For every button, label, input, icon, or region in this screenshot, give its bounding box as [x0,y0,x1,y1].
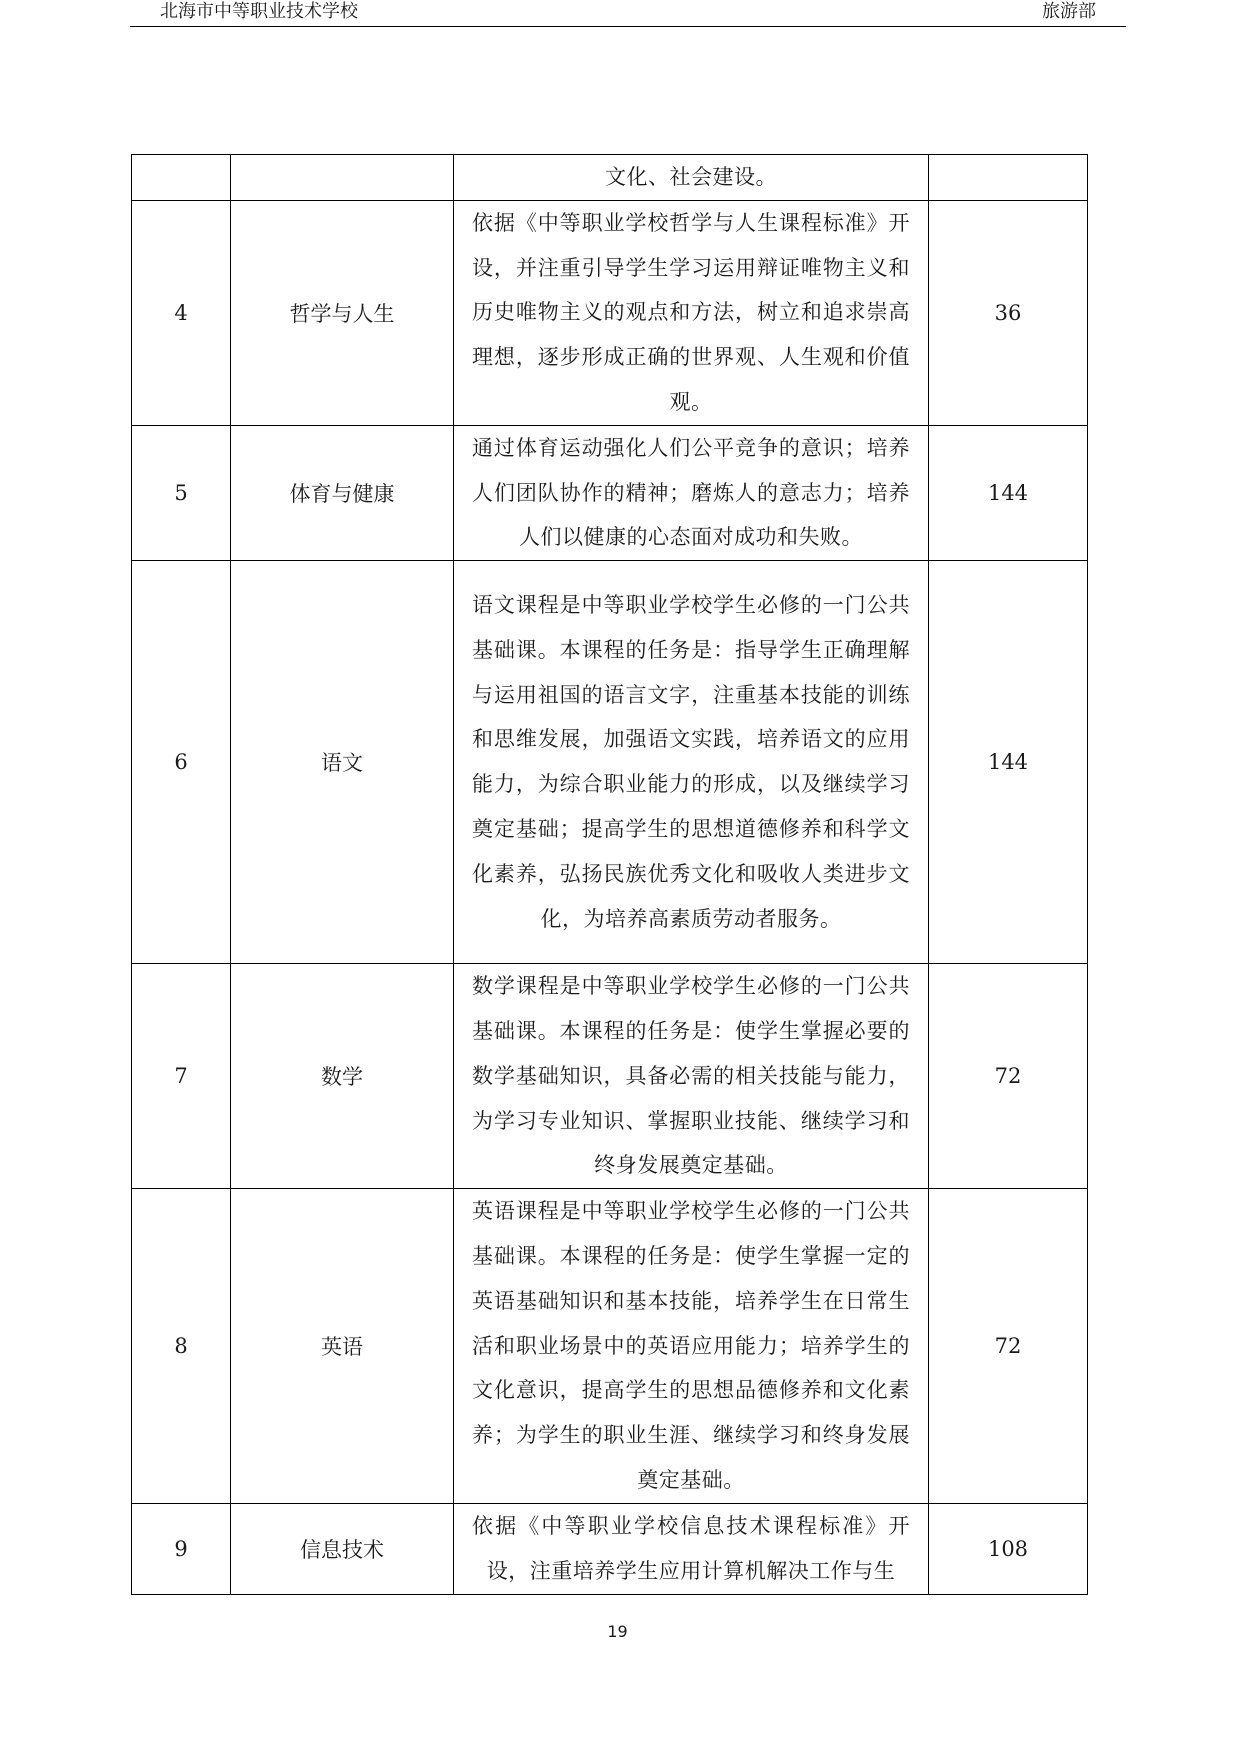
course-description-cell [454,1503,929,1594]
row-number: 4 [132,200,231,425]
page-header [130,0,1126,27]
course-name [231,155,454,201]
table-row [132,561,1088,964]
course-name: 体育与健康 [231,425,454,560]
course-description-cell [454,425,929,560]
table-row [132,1189,1088,1504]
course-description: 通过体育运动强化人们公平竞争的意识；培养人们团队协作的精神；磨炼人的意志力；培养人们以健康的心态面对成功和失败。 [472,435,910,550]
course-description-cell [454,200,929,425]
table-row [132,425,1088,560]
row-number: 6 [132,561,231,964]
course-hours: 144 [929,561,1088,964]
row-number: 7 [132,964,231,1189]
table-row [132,200,1088,425]
table-row [132,155,1088,201]
course-table [131,154,1088,1595]
department-name: 旅游部 [1042,1,1096,22]
course-name: 数学 [231,964,454,1189]
row-number [132,155,231,201]
table-row [132,1503,1088,1594]
course-hours: 144 [929,425,1088,560]
row-number: 8 [132,1189,231,1504]
course-description-cell [454,1189,929,1504]
course-name: 语文 [231,561,454,964]
course-description: 数学课程是中等职业学校学生必修的一门公共基础课。本课程的任务是：使学生掌握必要的数学基础知识，具备必需的相关技能与能力，为学习专业知识、掌握职业技能、继续学习和终身发展奠定基础。 [472,974,910,1178]
course-description-cell [454,561,929,964]
page-number: 19 [607,1622,628,1641]
course-hours [929,155,1088,201]
course-hours: 36 [929,200,1088,425]
course-description: 依据《中等职业学校哲学与人生课程标准》开设，并注重引导学生学习运用辩证唯物主义和历史唯物主义的观点和方法，树立和追求崇高理想，逐步形成正确的世界观、人生观和价值观。 [472,210,910,414]
row-number: 9 [132,1503,231,1594]
course-name: 哲学与人生 [231,200,454,425]
course-description: 依据《中等职业学校信息技术课程标准》开设，注重培养学生应用计算机解决工作与生 [472,1513,910,1583]
course-name: 信息技术 [231,1503,454,1594]
school-name: 北海市中等职业技术学校 [160,1,358,22]
course-hours: 108 [929,1503,1088,1594]
table-row [132,964,1088,1189]
course-description: 英语课程是中等职业学校学生必修的一门公共基础课。本课程的任务是：使学生掌握一定的英语基础知识和基本技能，培养学生在日常生活和职业场景中的英语应用能力；培养学生的文化意识，提高学生的思想品德修养和文化素养；为学生的职业生涯、继续学习和终身发展奠定基础。 [472,1199,910,1492]
course-hours: 72 [929,1189,1088,1504]
course-description-cell [454,155,929,201]
course-name: 英语 [231,1189,454,1504]
course-description-cell [454,964,929,1189]
row-number: 5 [132,425,231,560]
course-description: 文化、社会建设。 [605,165,777,189]
course-hours: 72 [929,964,1088,1189]
course-description: 语文课程是中等职业学校学生必修的一门公共基础课。本课程的任务是：指导学生正确理解与运用祖国的语言文字，注重基本技能的训练和思维发展，加强语文实践，培养语文的应用能力，为综合职业能力的形成，以及继续学习奠定基础；提高学生的思想道德修养和科学文化素养，弘扬民族优秀文化和吸收人类进步文化，为培养高素质劳动者服务。 [472,592,910,931]
